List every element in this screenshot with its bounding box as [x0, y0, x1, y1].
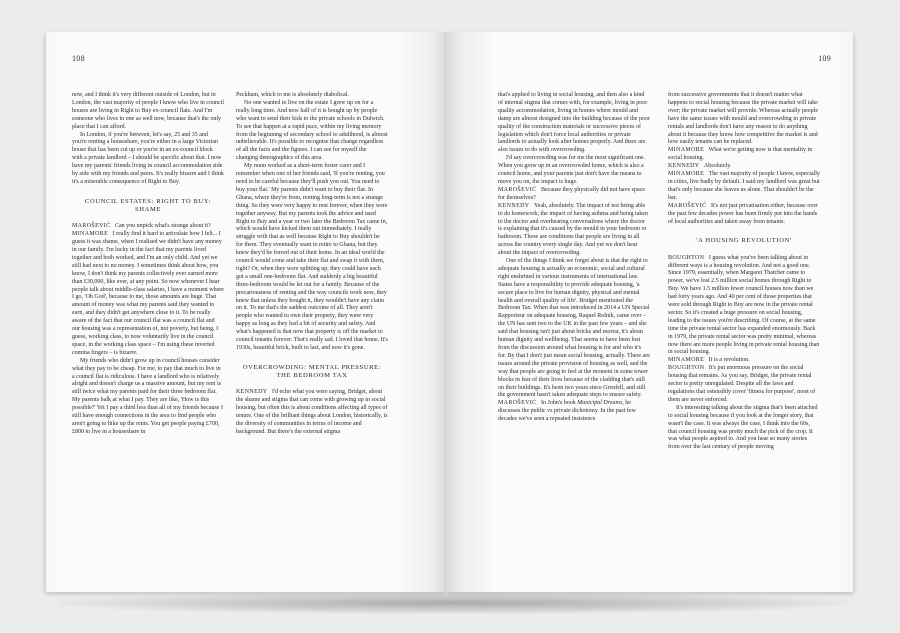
speaker-name: KENNEDY [236, 389, 268, 396]
book-title: Municipal Dreams [577, 400, 623, 407]
paragraph: I'd say overcrowding was for me the most significant one. When you grow up in an overcrowded home, which is also a council home, and your parents just don't have the means to move you on, the impact is huge. [498, 155, 646, 185]
dialogue-line [668, 147, 820, 163]
right-column-1 [498, 92, 650, 424]
dialogue-line [668, 203, 820, 227]
book-shadow [58, 592, 848, 614]
dialogue-text: It's put enormous pressure on the social housing that remains. As you say, Bridget, the private rental sector is pretty unregulated. Despite all the laws and regulations that ostensibly cover 'fitness for purpose', most of them are never enforced. [668, 365, 816, 403]
dialogue-line [668, 171, 820, 203]
speaker-name: KENNEDY [668, 163, 700, 170]
speaker-name: MINAMORE [668, 171, 705, 178]
left-column-2 [236, 92, 388, 437]
dialogue-line [668, 357, 820, 365]
dialogue-line [498, 400, 650, 424]
right-page [446, 32, 853, 592]
left-column-1 [72, 92, 224, 437]
dialogue-line [498, 203, 650, 258]
speaker-name: BOUGHTON [668, 254, 705, 261]
left-page [46, 32, 446, 592]
dialogue-text: The vast majority of people I know, especially in cities, live badly by default. I said my landlord was great but that's only because she leaves us alone. That shouldn't be the bar. [668, 171, 820, 201]
right-page-number: 109 [818, 54, 831, 63]
right-column-2 [668, 92, 820, 452]
speaker-name: MAROŠEVIĆ [668, 202, 707, 209]
left-page-number: 108 [72, 54, 85, 63]
section-heading: OVERCROWDING: MENTAL PRESSURE: THE BEDROOM TAX [242, 363, 382, 380]
paragraph: now, and I think it's very different outside of London, but in London, the vast majority of people I know who live in council houses are living in Right to Buy ex-council flats. And I'm someone who lives in one as well now, because that's the only place that I can afford. [72, 92, 224, 130]
paragraph: My friends who didn't grow up in council houses consider what they pay to be cheap. For me, to pay that much to live in a council flat is ridiculous. I have a landlord who is relatively alright and doesn't charge us a massive amount, but my rent is still twice what my parents paid for their three bedroom flat. My parents balk at what I pay. They are like, 'How is this possible?' Yet I pay a third less than all of my friends because I still have enough connections in the area to find people who aren't going to hike up the rents. You get people paying £700, £800 to live in a houseshare in [72, 357, 224, 435]
dialogue-text: Yeah, absolutely. The impact of not being able to do homework; the impact of having asthma and being taken to the doctor and overhearing conversations where the doctor is explaining that it's caused by the mould in your bedroom or bathroom. These are conditions that people are living in all across the country every single day. And yet we don't hear about the impact of overcrowding. [498, 202, 648, 257]
paragraph: One of the things I think we forget about is that the right to adequate housing is actually an economic, social and cultural right enshrined in various instruments of international law. States have a responsibility to provide adequate housing, 'a secure place to live for human dignity, physical and mental health and overall quality of life'. Bridget mentioned the Bedroom Tax. When that was introduced in 2014 a UN Special Rapporteur on adequate housing, Raquel Rolnik, came over – the UN has sent two to the UK in the past few years – and she said that housing isn't just about bricks and mortar, it's about human dignity and wellbeing. That seems to have been lost from the discussion around what housing is for and who it's for. By that I don't just mean social housing, actually. There are issues around the private provision of housing as well, and the way that people are going to feel at the moment in some tower blocks in fear of their lives because of the cladding that's still on their buildings. It's been two years since Grenfell, and still the government hasn't taken adequate steps to ensure safety. [498, 258, 650, 399]
paragraph: My mum worked as a short-term foster carer and I remember when one of her friends said, 'If you're renting, you need to be careful because they'll push you out. You need to buy your flat.' My parents didn't want to buy their flat. In Ghana, where they're from, renting long-term is not a strange thing. So they were very happy to rent forever, when they were together anyway. But my parents took the advice and used Right to Buy and a year or two later the Bedroom Tax came in, which would have kicked them out immediately. I really struggle with that as well because Right to Buy shouldn't be for them. They eventually want to retire to Ghana, but they knew they'd be forced out of their home. In an ideal world the council would come and take their flat and swap it with them, right? Or, when they were splitting up, they could have each got a small one-bedroom flat. And suddenly a big beautiful three-bedroom would be let out for a family. Because of the precariousness of renting and the way councils work now, they knew that unless they bought it, they wouldn't have any claim on it. To me that's the saddest outcome of all. They aren't people who wanted to own their property, they were very happy as long as they had a bit of security and safety. And what's happened is that now that property is off the market to council tenants forever. That's really sad. I loved that home. It's 1930s, beautiful brick, built to last, and now it's gone. [236, 163, 388, 351]
speaker-name: BOUGHTON [668, 365, 705, 372]
dialogue-text: I'd echo what you were saying, Bridget, about the shame and stigma that can come with growing up in social housing, but often this is about conditions affecting all types of tenure. One of the brilliant things about London, historically, is the diversity of communities in terms of income and background. But there's the external stigma [236, 389, 388, 435]
dialogue-line [236, 389, 388, 436]
speaker-name: MINAMORE [72, 231, 109, 238]
section-heading: COUNCIL ESTATES: RIGHT TO BUY: SHAME [84, 197, 212, 214]
paragraph: that's applied to living in social housing, and then also a kind of internal stigma that comes with, for example, living in poor quality accommodation, living in homes where mould and damp are almost designed into the building because of the poor quality of the construction materials or successive pieces of legislation which don't force local authorities or private landlords to actually look after homes properly. And there are also issues to do with overcrowding. [498, 92, 650, 154]
dialogue-line [72, 223, 224, 231]
dialogue-line [668, 365, 820, 405]
speaker-name: KENNEDY [498, 202, 530, 209]
speaker-name: MAROŠEVIĆ [498, 186, 537, 193]
paragraph: It's interesting talking about the stigma that's been attached to social housing because if you look at the longer story, that wasn't the case. It was always the case, I think into the 60s, that council housing was pretty much the pick of the crop. It was what people aspired to. And you hear so many stories from over the last century of people moving [668, 404, 818, 451]
dialogue-text: What we're getting now is that mentality in social housing. [668, 147, 813, 162]
dialogue-text: I really find it hard to articulate how I felt... I guess it was shame, when I realised we didn't have any money in our family. I'm lucky in the fact that my parents lived together and both worked, and I'm an only child. And yet we still had next to no money. I sometimes think about how, you know, I don't think my parents collectively ever earned more than £30,000, like ever, at any point. So now whenever I hear people talk about middle-class salaries, I have a moment where I go, 'Oh God', because to me, those amounts are huge. That amount of money was what my parents said they wanted to earn, and they didn't get anywhere close to it. To be really aware of the fact that our council flat was a council flat and our housing was a representation of, not poverty, but being, I guess, working class, to now voluntarily live in the council space, in the working class space – I'm using these inverted comma fingers – is bizarre. [72, 231, 224, 356]
paragraph: In London, if you're between, let's say, 25 and 35 and you're renting a houseshare, you're either in a large Victorian house that has been cut up or you're in an ex-council block with a private landlord – I should be specific about that. I now have my parents' friends living in council accommodation side by side with my friends and peers. It's really bizarre and I think it's a miserable consequence of Right to Buy. [72, 131, 224, 185]
dialogue-line [498, 187, 650, 203]
dialogue-text: , he discusses the public vs private dichotomy. In the past few decades we've seen a repeated insistence [498, 400, 636, 423]
dialogue-line [668, 255, 820, 358]
dialogue-text: I guess what you've been talking about in different ways is a housing revolution. And not a good one. Since 1979, essentially, when Margaret Thatcher came to power, we've lost 2.5 million social homes through Right to Buy. We have 1.5 million fewer council houses now than we had forty years ago. And 40 per cent of those properties that were sold through Right to Buy are now in the private rental sector. So it's created a huge pressure on social housing, leading to the issues you're describing. Of course, at the same time the private rental sector has expanded enormously. Back in 1979, the private rental sector was pretty minimal, whereas now there are more people living in private rental housing than in social housing. [668, 254, 820, 356]
speaker-name: MAROŠEVIĆ [72, 223, 111, 230]
speaker-name: MINAMORE [668, 357, 705, 364]
speaker-name: MINAMORE [668, 147, 705, 154]
dialogue-line [668, 163, 820, 171]
dialogue-text: Because they physically did not have space for themselves? [498, 186, 645, 201]
dialogue-line [72, 231, 224, 358]
dialogue-text: In John's book [541, 400, 578, 407]
dialogue-text: It's not just privatisation either, because over the past few decades power has been firmly put into the hands of local authorities and taken away from tenants. [668, 202, 818, 225]
paragraph: Peckham, which to me is absolutely diabolical. [236, 92, 349, 98]
paragraph: No one wanted to live on the estate I grew up on for a really long time. And now half of it is bought up by people who want to send their kids to the private schools in Dulwich. To see that happen at a rapid pace, within my living memory from the beginning of secondary school to adulthood, is almost unbelievable. It's possible to recognise that change regardless of all the facts and the figures. I can see for myself the changing demographics of this area. [236, 99, 388, 162]
dialogue-text: Can you unpick what's strange about it? [115, 223, 211, 230]
speaker-name: MAROŠEVIĆ [498, 400, 537, 407]
paragraph: from successive governments that it doesn't matter what happens to social housing because the private market will take over; the private market will provide. Whereas actually people have the same issues with mould and overcrowding in private rentals and landlords don't have any reason to do anything about it because they know how competitive the market is and how easily tenants can be replaced. [668, 92, 818, 146]
section-heading: 'A HOUSING REVOLUTION' [696, 237, 792, 245]
dialogue-text: Absolutely. [703, 163, 732, 170]
dialogue-text: It is a revolution. [708, 357, 750, 364]
